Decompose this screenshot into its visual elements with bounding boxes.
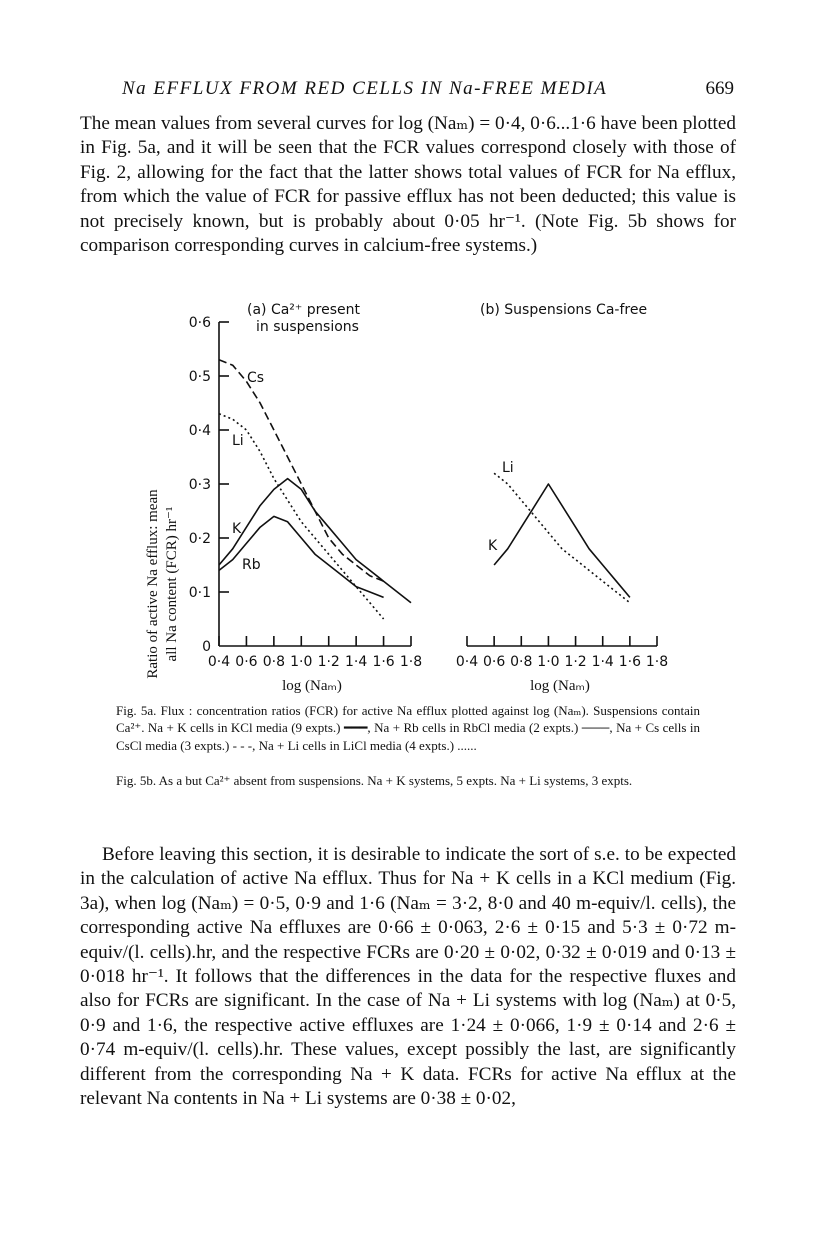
label-k-b: K [488, 538, 498, 554]
label-li-b: Li [502, 460, 514, 476]
y-tick-label: 0·6 [188, 315, 211, 331]
x-tick-label: 1·8 [645, 654, 669, 670]
y-axis-label-line1: Ratio of active Na efflux: mean [145, 489, 161, 679]
series-cs-line [219, 360, 384, 581]
x-tick-label: 1·2 [317, 654, 340, 670]
panel-b-curves [494, 473, 630, 603]
panel-b-title: (b) Suspensions Ca-free [480, 302, 648, 318]
label-li-a: Li [232, 433, 244, 449]
y-tick-label: 0·3 [188, 477, 211, 493]
x-tick-label: 1·8 [399, 654, 423, 670]
running-header [122, 78, 734, 106]
x-axis-label-a: log (Naₘ) [282, 678, 342, 694]
x-tick-label: 1·6 [618, 654, 641, 670]
y-axis-label-line2: all Na content (FCR) hr⁻¹ [164, 506, 180, 662]
x-tick-label: 0·8 [262, 654, 285, 670]
paragraph-1: The mean values from several curves for log (Naₘ) = 0·4, 0·6...1·6 have been plotted in Fig. 5a, and it will be seen that the FCR values correspond closely with those of Fig. 2, allowing for the fact that the latter shows total values of FCR for Na efflux, from which the value of FCR for passive efflux has not been deducted; this value is not precisely known, but is probably about 0·05 hr⁻¹. (Note Fig. 5b shows for comparison corresponding curves in calcium-free systems.) [80, 113, 736, 257]
x-axis-label-b: log (Naₘ) [530, 678, 590, 694]
y-tick-label: 0·4 [188, 423, 211, 439]
x-tick-label: 0·4 [207, 654, 231, 670]
y-tick-label: 0 [202, 639, 211, 655]
caption-fig-5b: Fig. 5b. As a but Ca²⁺ absent from suspensions. Na + K systems, 5 expts. Na + Li systems, 3 expts. [116, 773, 633, 788]
x-tick-label: 1·0 [290, 654, 313, 670]
running-title: Na EFFLUX FROM RED CELLS IN Na-FREE MEDIA [122, 78, 608, 99]
y-tick-label: 0·2 [188, 531, 211, 547]
panel-b-axes [456, 636, 668, 670]
x-tick-label: 1·6 [372, 654, 395, 670]
page-number: 669 [705, 78, 734, 99]
x-tick-label: 1·4 [345, 654, 368, 670]
x-tick-label: 1·2 [564, 654, 587, 670]
caption-fig-5a: Fig. 5a. Flux : concentration ratios (FCR) for active Na efflux plotted against log (Naₘ). Suspensions contain Ca²⁺. Na + K cells in KCl media (9 expts.) ━━━, Na + Rb cells in RbCl media (2 expts.) ───, Na + Cs cells in CsCl media (3 expts.) - - -, Na + Li cells in LiCl media (4 expts.) ...... [116, 703, 700, 753]
y-tick-label: 0·5 [188, 369, 211, 385]
x-tick-label: 0·6 [483, 654, 506, 670]
label-cs-a: Cs [247, 370, 265, 386]
label-rb-a: Rb [242, 557, 261, 573]
x-tick-label: 1·0 [537, 654, 560, 670]
x-tick-label: 1·4 [591, 654, 614, 670]
panel-a-title-line1: (a) Ca²⁺ present [247, 302, 360, 318]
figure-5-chart [0, 290, 816, 700]
series-k-line [494, 484, 630, 597]
figure-5 [0, 290, 816, 700]
paragraph-2: Before leaving this section, it is desirable to indicate the sort of s.e. to be expected in the calculation of active Na efflux. Thus for Na + K cells in a KCl medium (Fig. 3a), when log (Naₘ) = 0·5, 0·9 and 1·6 (Naₘ = 3·2, 8·0 and 40 m-equiv/l. cells), the corresponding active Na effluxes are 0·66 ± 0·063, 2·6 ± 0·15 and 5·3 ± 0·72 m-equiv/(l. cells).hr, and the respective FCRs are 0·20 ± 0·02, 0·32 ± 0·019 and 0·13 ± 0·018 hr⁻¹. It follows that the differences in the data for the respective fluxes and also for FCRs are significant. In the case of Na + Li systems with log (Naₘ) at 0·5, 0·9 and 1·6, the respective active effluxes are 1·24 ± 0·066, 1·9 ± 0·14 and 2·6 ± 0·74 m-equiv/(l. cells).hr. These values, except possibly the last, are significantly different from the corresponding Na + K data. FCRs for active Na efflux at the relevant Na contents in Na + Li systems are 0·38 ± 0·02, [80, 844, 736, 1110]
panel-a-curves [219, 360, 411, 619]
y-tick-label: 0·1 [188, 585, 211, 601]
x-tick-label: 0·4 [455, 654, 479, 670]
x-tick-label: 0·6 [235, 654, 258, 670]
label-k-a: K [232, 521, 242, 537]
panel-a-title-line2: in suspensions [256, 319, 359, 335]
x-tick-label: 0·8 [510, 654, 533, 670]
